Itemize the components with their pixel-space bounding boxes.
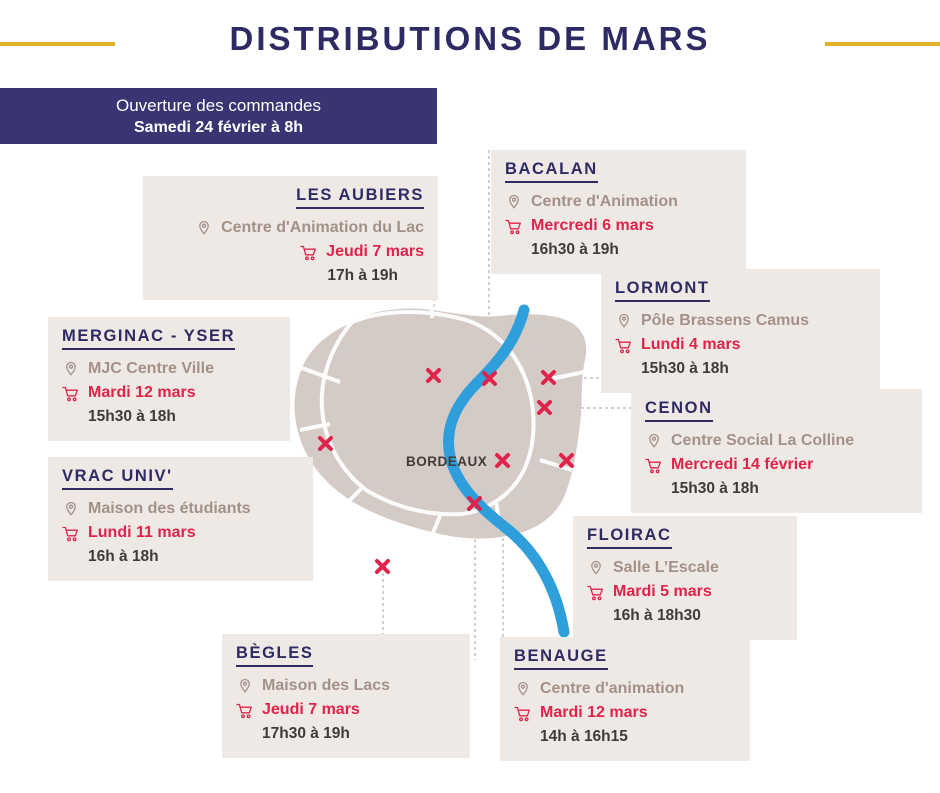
page-title: DISTRIBUTIONS DE MARS	[229, 20, 711, 57]
card-date-les-aubiers: Jeudi 7 mars	[326, 243, 424, 260]
card-hours-bacalan: 16h30 à 19h	[531, 241, 619, 258]
shopping-cart-icon	[615, 337, 633, 355]
card-bacalan[interactable]	[491, 150, 746, 274]
marker-begles	[377, 561, 388, 572]
card-place-row	[645, 431, 908, 451]
card-date-row	[514, 703, 736, 723]
card-place-lormont: Pôle Brassens Camus	[641, 312, 810, 329]
card-place-les-aubiers: Centre d'Animation du Lac	[221, 219, 424, 236]
map-pin-icon	[615, 313, 633, 331]
card-date-row	[587, 582, 783, 602]
card-title-cenon: CENON	[645, 399, 713, 422]
shopping-cart-icon	[62, 385, 80, 403]
map-pin-icon	[645, 433, 663, 451]
card-hours-merginac-yser: 15h30 à 18h	[88, 408, 176, 425]
card-place-row	[62, 359, 276, 379]
card-hours-begles: 17h30 à 19h	[262, 725, 350, 742]
card-date-begles: Jeudi 7 mars	[262, 701, 360, 718]
shopping-cart-icon	[300, 244, 318, 262]
map-pin-icon	[62, 361, 80, 379]
card-floirac[interactable]	[573, 516, 797, 640]
card-hours-lormont: 15h30 à 18h	[641, 360, 729, 377]
card-title-benauge: BENAUGE	[514, 647, 608, 670]
card-date-merginac-yser: Mardi 12 mars	[88, 384, 196, 401]
card-title-floirac: FLOIRAC	[587, 526, 672, 549]
card-date-row	[236, 700, 456, 720]
card-title-merginac-yser: MERGINAC - YSER	[62, 327, 235, 350]
card-date-row	[157, 242, 424, 262]
map-pin-icon	[514, 681, 532, 699]
card-lormont[interactable]	[601, 269, 880, 393]
card-place-benauge: Centre d'animation	[540, 680, 685, 697]
card-title-lormont: LORMONT	[615, 279, 710, 302]
card-benauge[interactable]	[500, 637, 750, 761]
shopping-cart-icon	[505, 218, 523, 236]
card-hours-cenon: 15h30 à 18h	[671, 480, 759, 497]
shopping-cart-icon	[514, 705, 532, 723]
banner-line-2: Samedi 24 février à 8h	[134, 118, 303, 136]
card-place-row	[514, 679, 736, 699]
map-pin-icon	[505, 194, 523, 212]
card-place-cenon: Centre Social La Colline	[671, 432, 855, 449]
card-begles[interactable]	[222, 634, 470, 758]
card-date-lormont: Lundi 4 mars	[641, 336, 741, 353]
card-place-vrac-univ: Maison des étudiants	[88, 500, 251, 517]
card-vrac-univ[interactable]	[48, 457, 313, 581]
shopping-cart-icon	[62, 525, 80, 543]
card-place-merginac-yser: MJC Centre Ville	[88, 360, 214, 377]
card-hours-benauge: 14h à 16h15	[540, 728, 628, 745]
card-title-les-aubiers: LES AUBIERS	[296, 186, 424, 209]
card-date-row	[645, 455, 908, 475]
card-place-row	[157, 218, 424, 238]
card-place-bacalan: Centre d'Animation	[531, 193, 678, 210]
card-date-row	[615, 335, 866, 355]
map-pin-icon	[587, 560, 605, 578]
card-hours-les-aubiers: 17h à 19h	[327, 267, 398, 284]
card-title-bacalan: BACALAN	[505, 160, 598, 183]
card-date-row	[505, 216, 732, 236]
card-title-begles: BÈGLES	[236, 644, 313, 667]
map-pin-icon	[62, 501, 80, 519]
map-pin-icon	[236, 678, 254, 696]
card-place-floirac: Salle L’Escale	[613, 559, 719, 576]
shopping-cart-icon	[645, 457, 663, 475]
shopping-cart-icon	[587, 584, 605, 602]
card-hours-vrac-univ: 16h à 18h	[88, 548, 159, 565]
city-label: BORDEAUX	[406, 454, 488, 469]
map-pin-icon	[195, 220, 213, 238]
card-date-vrac-univ: Lundi 11 mars	[88, 524, 196, 541]
card-place-begles: Maison des Lacs	[262, 677, 391, 694]
card-title-vrac-univ: VRAC UNIV'	[62, 467, 173, 490]
card-date-row	[62, 523, 299, 543]
card-place-row	[62, 499, 299, 519]
banner-line-1: Ouverture des commandes	[115, 95, 322, 115]
card-place-row	[236, 676, 456, 696]
card-date-bacalan: Mercredi 6 mars	[531, 217, 654, 234]
card-date-floirac: Mardi 5 mars	[613, 583, 712, 600]
card-date-row	[62, 383, 276, 403]
card-hours-floirac: 16h à 18h30	[613, 607, 701, 624]
card-place-row	[505, 192, 732, 212]
card-les-aubiers[interactable]	[143, 176, 438, 300]
card-place-row	[615, 311, 866, 331]
card-date-cenon: Mercredi 14 février	[671, 456, 814, 473]
card-merginac-yser[interactable]	[48, 317, 290, 441]
card-place-row	[587, 558, 783, 578]
shopping-cart-icon	[236, 702, 254, 720]
card-cenon[interactable]	[631, 389, 922, 513]
card-date-benauge: Mardi 12 mars	[540, 704, 648, 721]
